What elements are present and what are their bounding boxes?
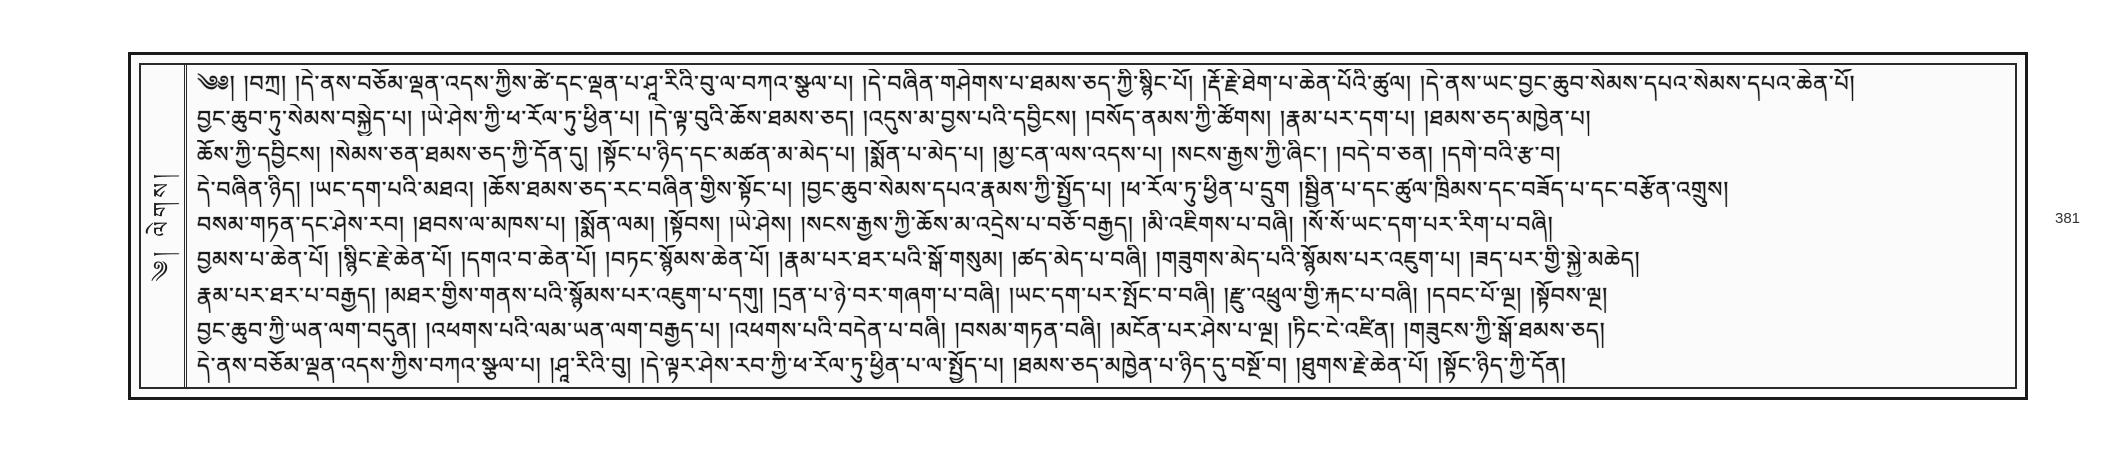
manuscript-folio: [128, 52, 2028, 400]
text-block: [197, 69, 2007, 383]
text-line-8: བྱང་ཆུབ་ཀྱི་ཡན་ལག་བདུན། །འཕགས་པའི་ལམ་ཡན་ལག་བརྒྱད་པ། །འཕགས་པའི་བདེན་པ་བཞི། །བསམ་གཏན་བཞི། །མངོན་པར་ཤེས་པ་ལྔ། །ཏིང་ངེ་འཛིན། །གཟུངས་ཀྱི་སྒོ་ཐམས་ཅད།: [197, 318, 1606, 344]
text-line-6: བྱམས་པ་ཆེན་པོ། །སྙིང་རྗེ་ཆེན་པོ། །དགའ་བ་ཆེན་པོ། །བཏང་སྙོམས་ཆེན་པོ། །རྣམ་པར་ཐར་པའི་སྒོ་གསུམ། །ཚད་མེད་པ་བཞི། །གཟུགས་མེད་པའི་སྙོམས་པར་འཇུག་པ། །ཟད་པར་གྱི་སྐྱེ་མཆེད།: [197, 248, 1641, 274]
text-line-9: དེ་ནས་བཅོམ་ལྡན་འདས་ཀྱིས་བཀའ་སྩལ་པ། །ཤཱ་རིའི་བུ། །དེ་ལྟར་ཤེས་རབ་ཀྱི་ཕ་རོལ་ཏུ་ཕྱིན་པ་ལ་སྤྱོད་པ། །ཐམས་ཅད་མཁྱེན་པ་ཉིད་དུ་བསྔོ་བ། །ཐུགས་རྗེ་ཆེན་པོ། །སྟོང་ཉིད་ཀྱི་དོན།: [197, 354, 1567, 379]
text-line-3: ཆོས་ཀྱི་དབྱིངས། །སེམས་ཅན་ཐམས་ཅད་ཀྱི་དོན་དུ། །སྟོང་པ་ཉིད་དང་མཚན་མ་མེད་པ། །སྨོན་པ་མེད་པ། །མྱ་ངན་ལས་འདས་པ། །སངས་རྒྱས་ཀྱི་ཞིང་། །བདེ་བ་ཅན། །དགེ་བའི་རྩ་བ།: [197, 142, 1562, 168]
text-line-4: དེ་བཞིན་ཉིད། །ཡང་དག་པའི་མཐའ། །ཆོས་ཐམས་ཅད་རང་བཞིན་གྱིས་སྟོང་པ། །བྱང་ཆུབ་སེམས་དཔའ་རྣམས་ཀྱི་སྤྱོད་པ། །ཕ་རོལ་ཏུ་ཕྱིན་པ་དྲུག །སྦྱིན་པ་དང་ཚུལ་ཁྲིམས་དང་བཟོད་པ་དང་བརྩོན་འགྲུས།: [197, 177, 1730, 203]
folio-border: [139, 63, 2017, 389]
text-line-5: བསམ་གཏན་དང་ཤེས་རབ། །ཐབས་ལ་མཁས་པ། །སྨོན་ལམ། །སྟོབས། །ཡེ་ཤེས། །སངས་རྒྱས་ཀྱི་ཆོས་མ་འདྲེས་པ་བཅོ་བརྒྱད། །མི་འཇིགས་པ་བཞི། །སོ་སོ་ཡང་དག་པར་རིག་པ་བཞི།: [197, 213, 1554, 238]
text-line-2: བྱང་ཆུབ་ཏུ་སེམས་བསྐྱེད་པ། །ཡེ་ཤེས་ཀྱི་ཕ་རོལ་ཏུ་ཕྱིན་པ། །དེ་ལྟ་བུའི་ཆོས་ཐམས་ཅད། །འདུས་མ་བྱས་པའི་དབྱིངས། །བསོད་ནམས་ཀྱི་ཚོགས། །རྣམ་པར་དག་པ། །ཐམས་ཅད་མཁྱེན་པ།: [197, 107, 1592, 133]
text-line-7: རྣམ་པར་ཐར་པ་བརྒྱད། །མཐར་གྱིས་གནས་པའི་སྙོམས་པར་འཇུག་པ་དགུ། །དྲན་པ་ཉེ་བར་གཞག་པ་བཞི། །ཡང་དག་པར་སྤོང་བ་བཞི། །རྫུ་འཕྲུལ་གྱི་རྐང་པ་བཞི། །དབང་པོ་ལྔ། །སྟོབས་ལྔ།: [197, 283, 1609, 309]
left-margin-panel: [141, 65, 187, 387]
page-number: 381: [2055, 210, 2081, 227]
margin-label: ༄། ལེགས།: [149, 170, 175, 282]
text-line-1: ༄༅། །བཀྲ། །དེ་ནས་བཅོམ་ལྡན་འདས་ཀྱིས་ཚེ་དང་ལྡན་པ་ཤཱ་རིའི་བུ་ལ་བཀའ་སྩལ་པ། །དེ་བཞིན་གཤེགས་པ་ཐམས་ཅད་ཀྱི་སྙིང་པོ། །རྡོ་རྗེ་ཐེག་པ་ཆེན་པོའི་ཚུལ། །དེ་ནས་ཡང་བྱང་ཆུབ་སེམས་དཔའ་སེམས་དཔའ་ཆེན་པོ།: [197, 72, 1856, 97]
